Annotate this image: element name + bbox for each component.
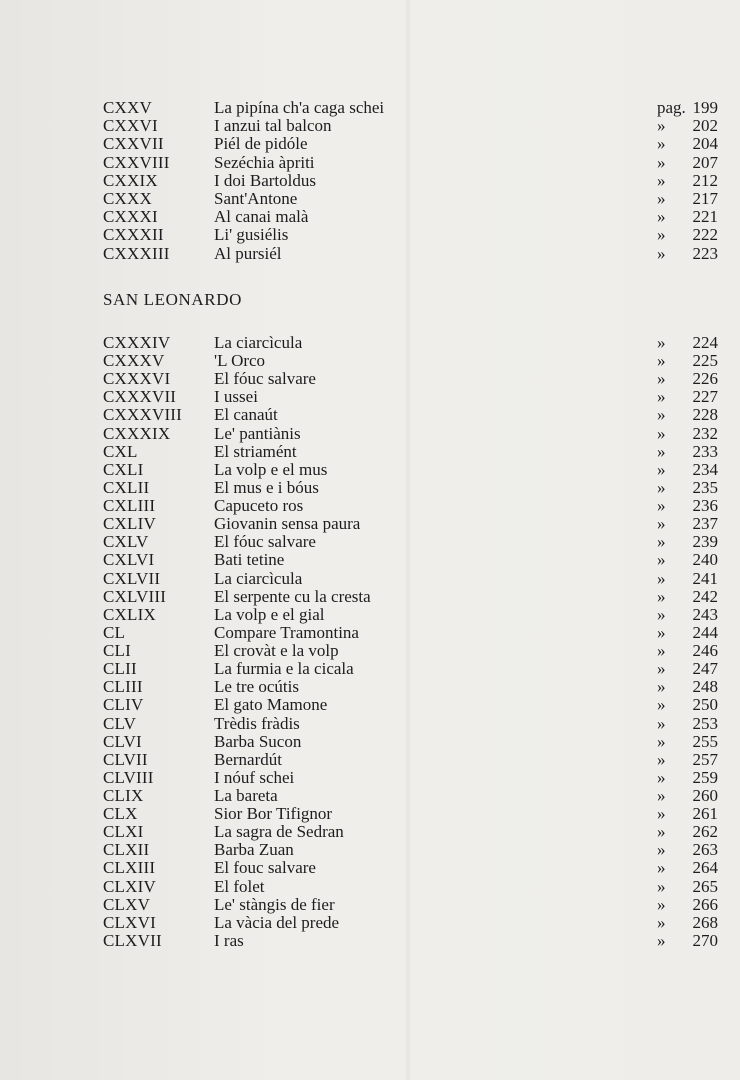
entry-number: CXLIX xyxy=(103,604,156,624)
entry-title: La furmia e la cicala xyxy=(214,659,354,679)
entry-number: CXLVI xyxy=(103,550,155,570)
entry-title: I ussei xyxy=(214,387,258,407)
entry-number: CLVII xyxy=(103,749,148,769)
entry-page-marker: » xyxy=(657,804,666,824)
entry-page-marker: » xyxy=(657,423,666,443)
entry-page-marker: » xyxy=(657,459,666,479)
entry-number: CLVI xyxy=(103,731,142,751)
entry-number: CXXXIV xyxy=(103,333,171,352)
entry-title: I ras xyxy=(214,930,244,950)
entry-title: El serpente cu la cresta xyxy=(214,586,371,606)
entry-page-number: 225 xyxy=(692,351,718,371)
entry-title: 'L Orco xyxy=(214,351,266,371)
toc-entry xyxy=(0,715,740,733)
entry-number: CXLII xyxy=(103,477,150,497)
entry-number: CXXXVII xyxy=(103,387,177,407)
toc-entry xyxy=(0,787,740,805)
entry-page-marker: » xyxy=(657,243,666,263)
entry-title: La pipína ch'a caga schei xyxy=(214,98,385,117)
entry-page-number: 257 xyxy=(692,749,718,769)
entry-page-number: 242 xyxy=(692,586,718,606)
toc-entry xyxy=(0,154,740,172)
toc-entry xyxy=(0,425,740,443)
entry-page-number: 262 xyxy=(692,822,718,842)
entry-page-number: 247 xyxy=(692,659,718,679)
entry-number: CXXIX xyxy=(103,170,158,190)
entry-page-number: 243 xyxy=(692,604,718,624)
toc-entry xyxy=(0,388,740,406)
entry-title: El fóuc salvare xyxy=(214,532,316,552)
toc-entry xyxy=(0,443,740,461)
entry-title: La sagra de Sedran xyxy=(214,822,344,842)
entry-title: Giovanin sensa paura xyxy=(214,514,361,534)
entry-page-marker: » xyxy=(657,767,666,787)
entry-number: CXXXVIII xyxy=(103,405,183,425)
toc-entry xyxy=(0,696,740,714)
entry-title: Li' gusiélis xyxy=(214,225,289,245)
entry-page-number: 264 xyxy=(692,858,718,878)
entry-page-marker: » xyxy=(657,912,666,932)
entry-page-number: 236 xyxy=(692,496,718,516)
entry-page-number: 246 xyxy=(692,641,718,661)
entry-title: Sior Bor Tifignor xyxy=(214,804,333,824)
entry-title: El fóuc salvare xyxy=(214,369,316,389)
toc-entry xyxy=(0,896,740,914)
entry-page-marker: » xyxy=(657,731,666,751)
entry-number: CLIV xyxy=(103,695,144,715)
entry-number: CXL xyxy=(103,441,138,461)
entry-number: CLXV xyxy=(103,894,151,914)
toc-entry xyxy=(0,660,740,678)
entry-number: CXLIII xyxy=(103,496,156,516)
entry-page-marker: » xyxy=(657,586,666,606)
entry-title: El fouc salvare xyxy=(214,858,316,878)
entry-title: La volp e el gial xyxy=(214,604,325,624)
toc-entry xyxy=(0,859,740,877)
entry-title: Bernardút xyxy=(214,749,282,769)
entry-title: Piél de pidóle xyxy=(214,134,308,154)
entry-page-number: 227 xyxy=(692,387,718,407)
entry-page-marker: » xyxy=(657,713,666,733)
entry-number: CXXXI xyxy=(103,207,158,227)
entry-title: La vàcia del prede xyxy=(214,912,340,932)
entry-page-marker: » xyxy=(657,134,666,154)
entry-page-number: 260 xyxy=(692,786,718,805)
entry-page-marker: » xyxy=(657,550,666,570)
toc-entry xyxy=(0,226,740,244)
entry-page-number: 237 xyxy=(692,514,718,534)
entry-page-number: 202 xyxy=(692,116,718,136)
entry-number: CXXVI xyxy=(103,116,158,136)
entry-title: I anzui tal balcon xyxy=(214,116,332,136)
entry-title: Trèdis fràdis xyxy=(214,713,300,733)
entry-title: La ciarcìcula xyxy=(214,333,303,352)
entry-page-number: 255 xyxy=(692,731,718,751)
entry-title: I doi Bartoldus xyxy=(214,170,316,190)
toc-entry xyxy=(0,932,740,950)
entry-number: CL xyxy=(103,622,126,642)
entry-title: La bareta xyxy=(214,786,278,805)
entry-page-marker: » xyxy=(657,207,666,227)
entry-number: CLI xyxy=(103,641,131,661)
entry-page-marker: » xyxy=(657,170,666,190)
entry-title: Al pursiél xyxy=(214,243,282,263)
entry-title: Al canai malà xyxy=(214,207,309,227)
entry-page-marker: » xyxy=(657,152,666,172)
entry-page-marker: » xyxy=(657,568,666,588)
toc-entry xyxy=(0,751,740,769)
entry-page-marker: » xyxy=(657,604,666,624)
entry-page-marker: » xyxy=(657,514,666,534)
entry-page-marker: » xyxy=(657,532,666,552)
entry-page-number: 226 xyxy=(692,369,718,389)
toc-entry xyxy=(0,334,740,352)
entry-page-marker: » xyxy=(657,116,666,136)
entry-page-marker: » xyxy=(657,894,666,914)
toc-entry xyxy=(0,208,740,226)
entry-page-marker: » xyxy=(657,441,666,461)
entry-page-number: 266 xyxy=(692,894,718,914)
entry-number: CXLI xyxy=(103,459,144,479)
entry-title: Sezéchia àpriti xyxy=(214,152,315,172)
entry-page-number: 223 xyxy=(692,243,718,263)
entry-page-number: 222 xyxy=(692,225,718,245)
entry-number: CXLVII xyxy=(103,568,161,588)
entry-title: I nóuf schei xyxy=(214,767,295,787)
entry-page-number: 232 xyxy=(692,423,718,443)
toc-entry xyxy=(0,352,740,370)
toc-entry xyxy=(0,497,740,515)
entry-page-marker: » xyxy=(657,677,666,697)
entry-title: Le' stàngis de fier xyxy=(214,894,335,914)
entry-number: CLX xyxy=(103,804,138,824)
toc-entry xyxy=(0,769,740,787)
entry-number: CLXII xyxy=(103,840,150,860)
entry-number: CXLV xyxy=(103,532,149,552)
entry-page-marker: » xyxy=(657,659,666,679)
entry-page-marker: » xyxy=(657,858,666,878)
entry-page-number: 235 xyxy=(692,477,718,497)
entry-number: CLXI xyxy=(103,822,144,842)
entry-title: Le' pantiànis xyxy=(214,423,301,443)
toc-entry xyxy=(0,588,740,606)
entry-page-marker: » xyxy=(657,840,666,860)
toc-entry xyxy=(0,370,740,388)
entry-title: La volp e el mus xyxy=(214,459,328,479)
entry-page-number: 244 xyxy=(692,622,718,642)
entry-title: Capuceto ros xyxy=(214,496,304,516)
entry-title: Barba Zuan xyxy=(214,840,294,860)
entry-page-number: 239 xyxy=(692,532,718,552)
entry-page-number: 204 xyxy=(692,134,718,154)
toc-entry xyxy=(0,406,740,424)
entry-page-marker: » xyxy=(657,786,666,805)
entry-page-number: 250 xyxy=(692,695,718,715)
entry-title: Bati tetine xyxy=(214,550,285,570)
entry-title: El folet xyxy=(214,876,265,896)
toc-entry xyxy=(0,515,740,533)
entry-title: Le tre ocútis xyxy=(214,677,299,697)
section-heading: SAN LEONARDO xyxy=(103,290,242,309)
entry-page-number: 217 xyxy=(692,189,718,208)
entry-page-number: 265 xyxy=(692,876,718,896)
entry-page-number: 241 xyxy=(692,568,718,588)
entry-number: CLVIII xyxy=(103,767,154,787)
toc-entry xyxy=(0,606,740,624)
toc-entry xyxy=(0,642,740,660)
entry-page-number: 268 xyxy=(692,912,718,932)
toc-entry xyxy=(0,878,740,896)
toc-entry xyxy=(0,461,740,479)
entry-page-number: 199 xyxy=(692,98,718,117)
entry-number: CXXVII xyxy=(103,134,164,154)
entry-title: El mus e i bóus xyxy=(214,477,319,497)
entry-page-marker: » xyxy=(657,822,666,842)
entry-page-marker: » xyxy=(657,351,666,371)
entry-page-number: 224 xyxy=(692,333,718,352)
entry-number: CXXXIII xyxy=(103,243,170,263)
entry-page-marker: » xyxy=(657,496,666,516)
toc-entry xyxy=(0,805,740,823)
toc-entry xyxy=(0,914,740,932)
entry-number: CLIX xyxy=(103,786,144,805)
entry-page-marker: » xyxy=(657,405,666,425)
entry-number: CXXXII xyxy=(103,225,164,245)
entry-number: CXXXIX xyxy=(103,423,171,443)
entry-page-marker: » xyxy=(657,930,666,950)
entry-number: CLXIII xyxy=(103,858,156,878)
entry-page-marker: » xyxy=(657,695,666,715)
entry-number: CXXXVI xyxy=(103,369,171,389)
entry-page-number: 248 xyxy=(692,677,718,697)
entry-page-number: 261 xyxy=(692,804,718,824)
entry-title: El crovàt e la volp xyxy=(214,641,339,661)
entry-page-number: 259 xyxy=(692,767,718,787)
entry-number: CXXX xyxy=(103,189,152,208)
toc-entry xyxy=(0,551,740,569)
entry-page-marker: » xyxy=(657,641,666,661)
entry-title: La ciarcìcula xyxy=(214,568,303,588)
toc-entry xyxy=(0,135,740,153)
entry-page-number: 270 xyxy=(692,930,718,950)
entry-number: CLXVII xyxy=(103,930,162,950)
entry-number: CLII xyxy=(103,659,137,679)
entry-number: CLV xyxy=(103,713,137,733)
entry-page-number: 253 xyxy=(692,713,718,733)
entry-number: CXLVIII xyxy=(103,586,167,606)
toc-entry xyxy=(0,479,740,497)
entry-number: CLIII xyxy=(103,677,143,697)
entry-number: CXXV xyxy=(103,98,152,117)
entry-page-marker: » xyxy=(657,387,666,407)
entry-page-marker: » xyxy=(657,477,666,497)
entry-title: El striamént xyxy=(214,441,297,461)
toc-entry xyxy=(0,533,740,551)
entry-page-marker: » xyxy=(657,225,666,245)
entry-page-number: 228 xyxy=(692,405,718,425)
entry-page-marker: » xyxy=(657,369,666,389)
entry-number: CLXIV xyxy=(103,876,156,896)
entry-page-number: 263 xyxy=(692,840,718,860)
entry-page-number: 240 xyxy=(692,550,718,570)
entry-title: El gato Mamone xyxy=(214,695,328,715)
toc-entry xyxy=(0,172,740,190)
entry-page-number: 233 xyxy=(692,441,718,461)
entry-title: El canaút xyxy=(214,405,278,425)
entry-number: CXXVIII xyxy=(103,152,170,172)
entry-page-marker: pag. xyxy=(657,98,686,117)
toc-entry xyxy=(0,624,740,642)
toc-entry xyxy=(0,190,740,208)
entry-page-number: 234 xyxy=(692,459,718,479)
entry-page-marker: » xyxy=(657,333,666,352)
toc-entry xyxy=(0,99,740,117)
entry-page-marker: » xyxy=(657,189,666,208)
entry-page-number: 207 xyxy=(692,152,718,172)
toc-entry xyxy=(0,117,740,135)
toc-entry xyxy=(0,245,740,263)
entry-page-marker: » xyxy=(657,749,666,769)
entry-title: Sant'Antone xyxy=(214,189,298,208)
entry-page-number: 221 xyxy=(692,207,718,227)
entry-page-marker: » xyxy=(657,622,666,642)
toc-entry xyxy=(0,678,740,696)
toc-entry xyxy=(0,841,740,859)
entry-number: CXLIV xyxy=(103,514,156,534)
entry-number: CLXVI xyxy=(103,912,156,932)
entry-title: Compare Tramontina xyxy=(214,622,359,642)
entry-title: Barba Sucon xyxy=(214,731,302,751)
entry-page-marker: » xyxy=(657,876,666,896)
toc-entry xyxy=(0,570,740,588)
toc-entry xyxy=(0,823,740,841)
entry-page-number: 212 xyxy=(692,170,718,190)
toc-entry xyxy=(0,733,740,751)
entry-number: CXXXV xyxy=(103,351,165,371)
